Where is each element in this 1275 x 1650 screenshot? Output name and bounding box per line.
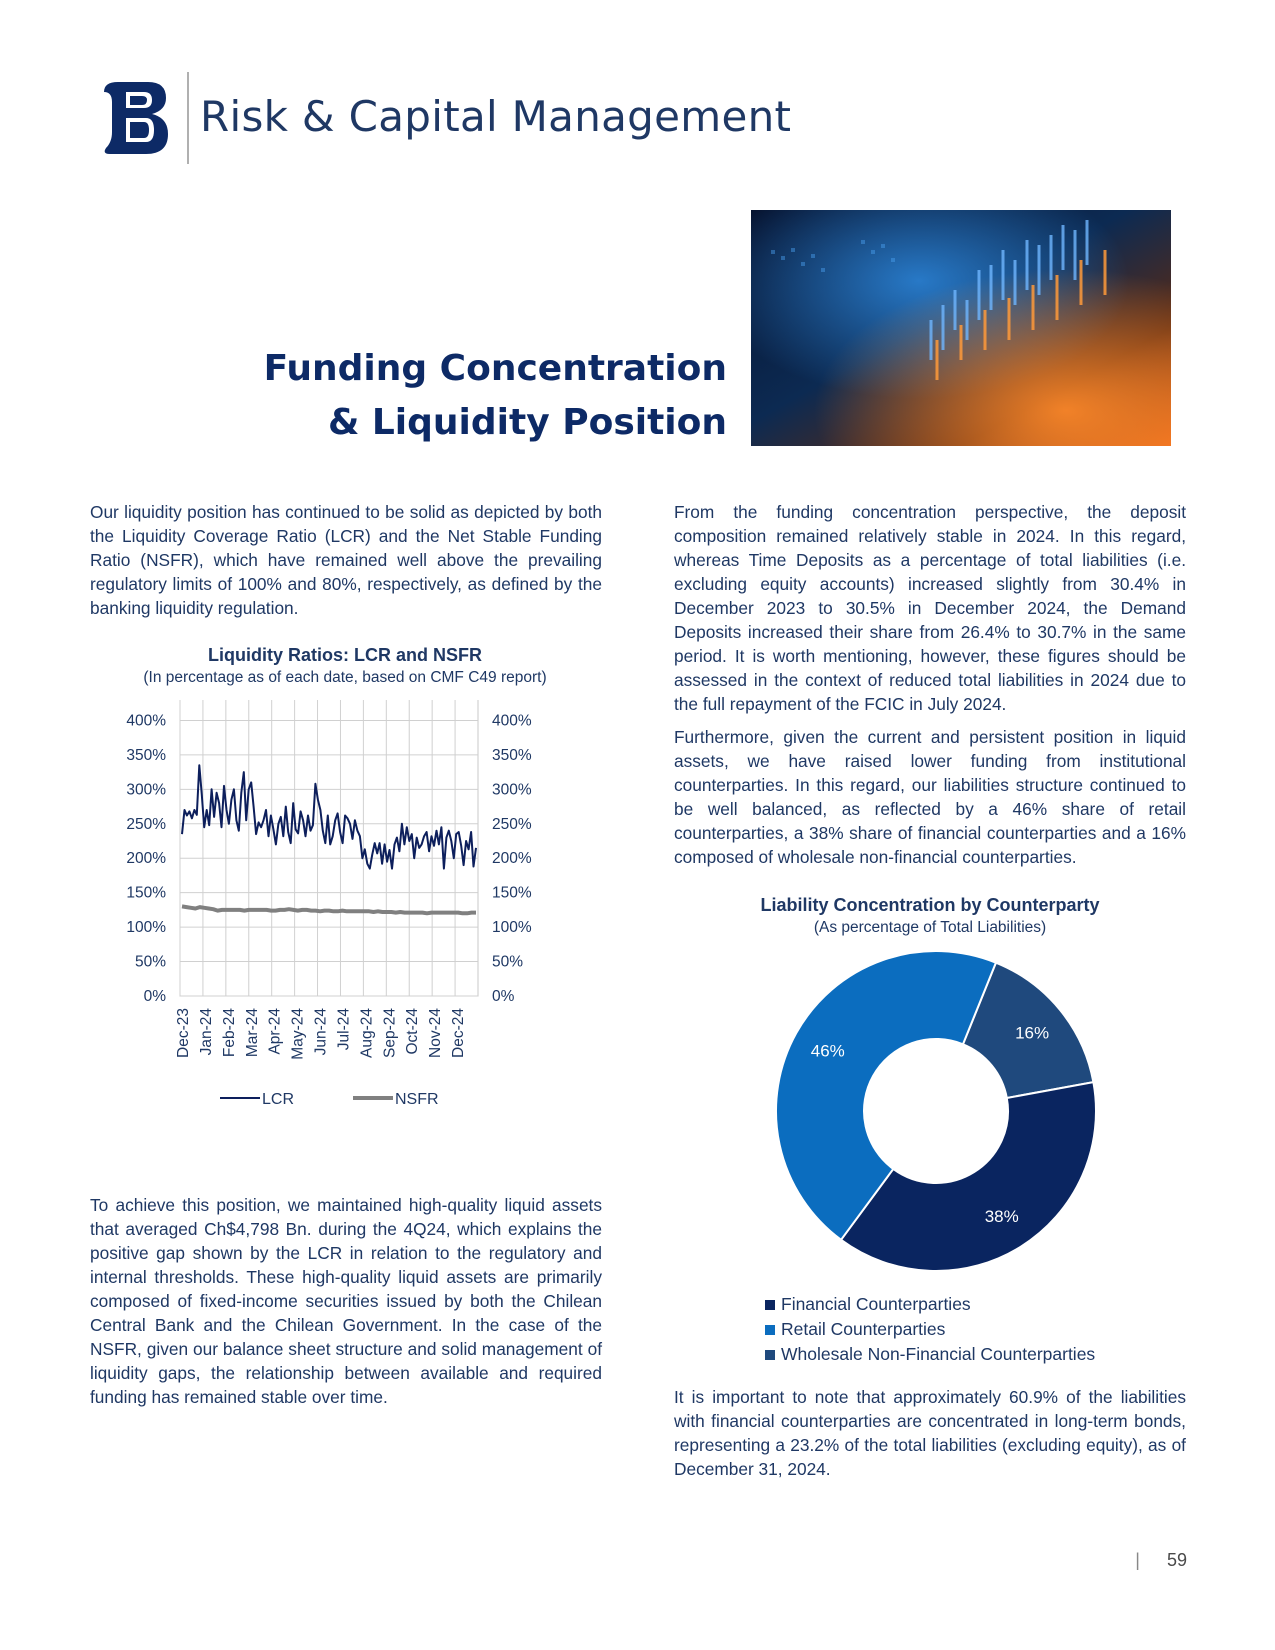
y-tick-label-left: 300% [126, 781, 166, 799]
y-tick-label-right: 400% [492, 712, 532, 730]
x-tick-label: Mar-24 [243, 1008, 261, 1058]
liability-concentration-chart [750, 945, 1110, 1295]
right-paragraph-2: Furthermore, given the current and persistent position in liquid assets, we have raised lower funding from institutional counterparties. In this regard, our liabilities structure continued to be well balanced, as reflected by a 46% share of retail counterparties, a 38% share of financial counterparties and a 16% composed of wholesale non-financial counterparties. [674, 727, 1186, 867]
y-tick-label-left: 100% [126, 919, 166, 937]
y-tick-label-left: 400% [126, 712, 166, 730]
page-footer [1135, 1550, 1187, 1571]
y-tick-label-right: 0% [492, 988, 515, 1005]
section-title [200, 342, 727, 450]
legend-swatch [765, 1350, 775, 1360]
left-intro-paragraph: Our liquidity position has continued to be solid as depicted by both the Liquidity Coverage Ratio (LCR) and the Net Stable Funding Ratio (NSFR), which have remained well above the prevailing regulatory limits of 100% and 80%, respectively, as defined by the banking liquidity regulation. [90, 502, 602, 618]
y-tick-label-right: 350% [492, 746, 532, 764]
donut-data-label: 38% [984, 1207, 1019, 1227]
y-tick-label-left: 200% [126, 850, 166, 868]
liability-chart-title: Liability Concentration by Counterparty [760, 895, 1100, 915]
header-title: Risk & Capital Management [200, 92, 792, 141]
liquidity-ratios-chart [100, 700, 600, 1170]
plot-area [180, 700, 478, 996]
legend-label-lcr: LCR [262, 1091, 295, 1108]
legend-label: Wholesale Non-Financial Counterparties [781, 1344, 1096, 1364]
legend-item-wholesale [765, 1342, 1095, 1367]
page-number: 59 [1166, 1550, 1187, 1570]
legend-item-financial [765, 1292, 1095, 1317]
liquidity-chart-subtitle: (In percentage as of each date, based on CMF C49 report) [143, 669, 547, 686]
y-tick-label-right: 200% [492, 850, 532, 868]
x-tick-label: Jun-24 [312, 1008, 330, 1056]
legend-label: Financial Counterparties [781, 1294, 971, 1314]
y-tick-label-left: 250% [126, 815, 166, 833]
y-tick-label-right: 150% [492, 884, 532, 902]
liability-chart-legend [765, 1292, 1095, 1367]
y-tick-label-left: 0% [143, 988, 166, 1005]
legend-label-nsfr: NSFR [395, 1091, 439, 1108]
hero-financial-image [751, 210, 1171, 446]
donut-data-label: 16% [1015, 1023, 1050, 1043]
legend-swatch [765, 1300, 775, 1310]
y-tick-label-right: 100% [492, 919, 532, 937]
liability-chart-subtitle: (As percentage of Total Liabilities) [813, 919, 1047, 936]
bank-logo [100, 78, 170, 158]
donut-data-label: 46% [810, 1041, 845, 1061]
y-tick-label-right: 50% [492, 953, 524, 971]
x-tick-label: Nov-24 [427, 1008, 445, 1058]
x-tick-label: Dec-24 [450, 1008, 468, 1058]
x-tick-label: Oct-24 [404, 1008, 422, 1055]
x-tick-label: Sep-24 [381, 1008, 399, 1058]
left-outro-paragraph: To achieve this position, we maintained high-quality liquid assets that averaged Ch$4,798 Bn. during the 4Q24, which explains the positive gap shown by the LCR in relation to the regulatory and internal thresholds. These high-quality liquid assets are primarily composed of fixed-income securities issued by both the Chilean Central Bank and the Chilean Government. In the case of the NSFR, given our balance sheet structure and solid management of liquidity gaps, the relationship between available and required funding has remained stable over time. [90, 1195, 602, 1407]
y-tick-label-right: 300% [492, 781, 532, 799]
x-tick-label: Jul-24 [335, 1008, 353, 1051]
section-title-line2: & Liquidity Position [327, 402, 727, 443]
header-divider [187, 72, 189, 164]
section-title-line1: Funding Concentration [263, 348, 727, 389]
legend-label: Retail Counterparties [781, 1319, 946, 1339]
x-tick-label: Apr-24 [266, 1008, 284, 1055]
y-tick-label-left: 50% [134, 953, 166, 971]
right-paragraph-3: It is important to note that approximately 60.9% of the liabilities with financial counterparties are concentrated in long-term bonds, representing a 23.2% of the total liabilities (excluding equity), as of December 31, 2024. [674, 1387, 1186, 1479]
liability-chart-heading [700, 895, 1160, 937]
x-tick-label: May-24 [289, 1008, 307, 1060]
legend-swatch [765, 1325, 775, 1335]
legend-item-retail [765, 1317, 1095, 1342]
x-tick-label: Feb-24 [220, 1008, 238, 1058]
liquidity-chart-heading [110, 645, 580, 687]
y-tick-label-left: 350% [126, 746, 166, 764]
x-tick-label: Dec-23 [175, 1008, 192, 1058]
x-tick-label: Aug-24 [358, 1008, 376, 1058]
x-tick-label: Jan-24 [197, 1008, 215, 1056]
right-paragraph-1: From the funding concentration perspective, the deposit composition remained relatively stable in 2024. In this regard, whereas Time Deposits as a percentage of total liabilities (i.e. excluding equity accounts) increased slightly from 30.4% in December 2023 to 30.5% in December 2024, the Demand Deposits increased their share from 26.4% to 30.7% in the same period. It is worth mentioning, however, these figures should be assessed in the context of reduced total liabilities in 2024 due to the full repayment of the FCIC in July 2024. [674, 502, 1186, 714]
y-tick-label-left: 150% [126, 884, 166, 902]
footer-separator: | [1135, 1550, 1140, 1570]
liquidity-chart-title: Liquidity Ratios: LCR and NSFR [208, 645, 482, 665]
y-tick-label-right: 250% [492, 815, 532, 833]
